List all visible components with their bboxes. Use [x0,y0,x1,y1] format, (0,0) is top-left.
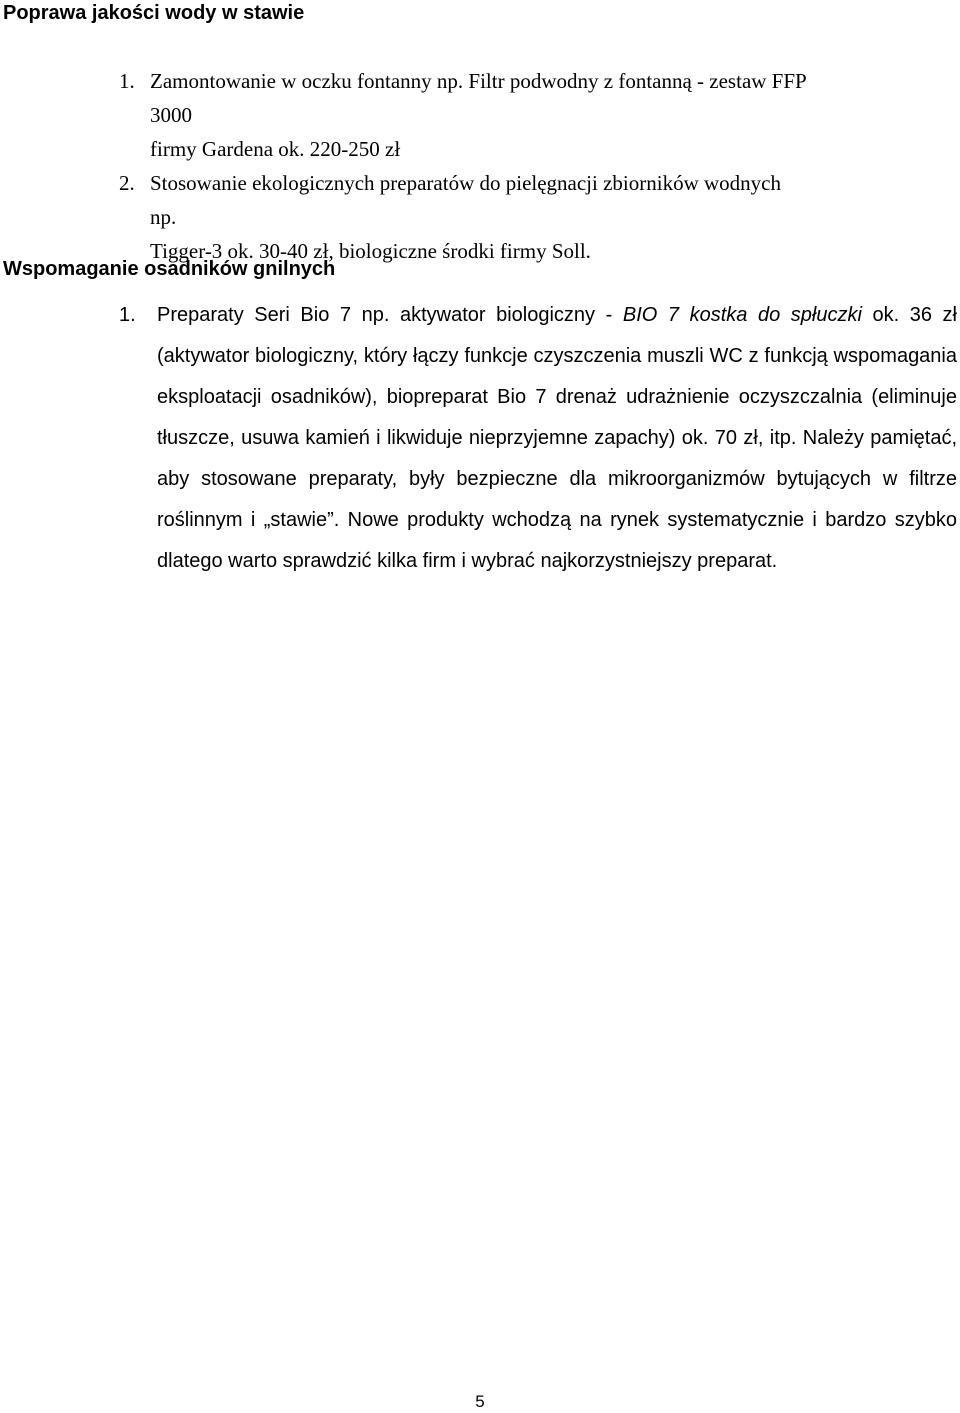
list-item-text-line: Tigger-3 ok. 30-40 zł, biologiczne środki firmy Soll. [150,239,591,263]
list-item [0,64,811,166]
page-number-text: 5 [475,1392,485,1411]
product-name: BIO 7 kostka do spłuczki [622,304,862,326]
list-item-intro: Preparaty Seri Bio 7 np. aktywator biologiczny - [157,304,623,326]
list-item [0,166,811,268]
list-item-text-line: firmy Gardena ok. 220-250 zł [150,137,401,161]
water-quality-list [0,64,811,268]
list-item-body: ok. 36 zł (aktywator biologiczny, który łączy funkcje czyszczenia muszli WC z funkcją wspomagania eksploatacji osadników), biopreparat Bio 7 drenaż udrażnienie oczyszczalnia (eliminuje tłuszcze, usuwa kamień i likwiduje nieprzyjemne zapachy) ok. 70 zł, itp. Należy pamiętać, aby stosowane preparaty, były bezpieczne dla mikroorganizmów bytujących w filtrze roślinnym i „stawie”. Nowe produkty wchodzą na rynek systematycznie i bardzo szybko dlatego warto sprawdzić kilka firm i wybrać najkorzystniejszy preparat. [157,304,958,572]
page-number [0,1392,960,1412]
list-item [0,295,957,582]
septic-tank-list [0,295,957,582]
list-item-text-line: Zamontowanie w oczku fontanny np. Filtr podwodny z fontanną - zestaw FFP 3000 [150,69,806,127]
list-item-text-line: Stosowanie ekologicznych preparatów do pielęgnacji zbiorników wodnych np. [150,171,781,229]
section-heading-water-quality: Poprawa jakości wody w stawie [3,2,305,24]
section-heading-septic-tanks: Wspomaganie osadników gnilnych [3,258,336,280]
list-item-number: 1. [119,69,135,93]
list-item-number: 2. [119,171,135,195]
list-item-number: 1. [119,304,136,326]
